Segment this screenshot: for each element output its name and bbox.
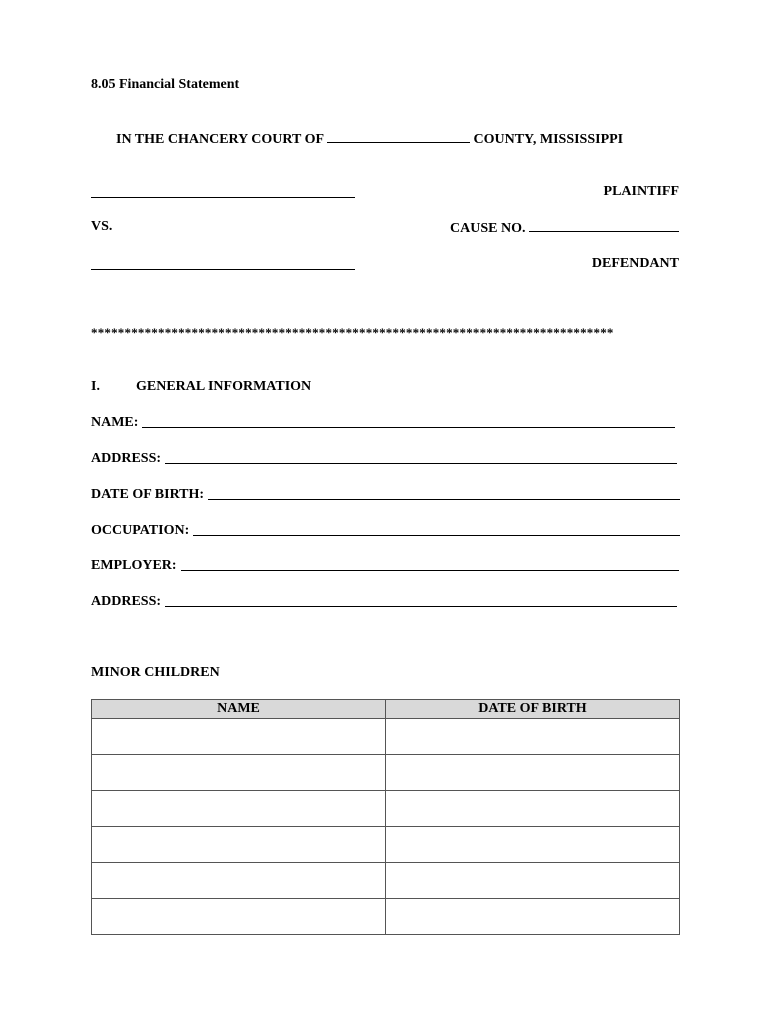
cause-number-blank[interactable] — [529, 220, 679, 232]
plaintiff-name-blank[interactable] — [91, 197, 355, 198]
minor-children-table — [91, 699, 680, 935]
field-row-occupation — [91, 524, 680, 538]
field-row-name — [91, 416, 675, 430]
child-name-cell[interactable] — [92, 899, 386, 935]
table-row — [92, 791, 680, 827]
date-of-birth-field[interactable] — [208, 488, 680, 500]
child-dob-cell[interactable] — [386, 755, 680, 791]
field-label: OCCUPATION: — [91, 523, 190, 538]
field-row-date-of-birth — [91, 488, 680, 502]
field-label: NAME: — [91, 415, 139, 430]
document-title: 8.05 Financial Statement — [91, 77, 240, 92]
table-row — [92, 863, 680, 899]
child-name-cell[interactable] — [92, 863, 386, 899]
cause-label: CAUSE NO. — [450, 221, 526, 236]
child-name-cell[interactable] — [92, 719, 386, 755]
occupation-field[interactable] — [193, 524, 680, 536]
address-field[interactable] — [165, 452, 677, 464]
table-row — [92, 719, 680, 755]
field-label: DATE OF BIRTH: — [91, 487, 205, 502]
table-row — [92, 899, 680, 935]
cause-number-line — [450, 220, 679, 236]
field-row-employer — [91, 559, 679, 573]
table-row — [92, 755, 680, 791]
section-number: I. — [91, 379, 100, 394]
plaintiff-label: PLAINTIFF — [603, 184, 679, 199]
employer-address-field[interactable] — [165, 595, 677, 607]
vs-label: VS. — [91, 219, 113, 234]
child-dob-cell[interactable] — [386, 827, 680, 863]
child-name-cell[interactable] — [92, 791, 386, 827]
field-row-address — [91, 452, 677, 466]
field-row-employer-address — [91, 595, 677, 609]
name-field[interactable] — [142, 416, 675, 428]
separator-stars: ****************************************************************************** — [91, 326, 614, 339]
employer-field[interactable] — [181, 559, 679, 571]
child-dob-cell[interactable] — [386, 863, 680, 899]
child-dob-cell[interactable] — [386, 899, 680, 935]
court-line — [116, 131, 623, 147]
child-name-cell[interactable] — [92, 827, 386, 863]
section-title: GENERAL INFORMATION — [136, 379, 312, 394]
defendant-name-blank[interactable] — [91, 269, 355, 270]
table-row — [92, 827, 680, 863]
field-label: EMPLOYER: — [91, 558, 177, 573]
defendant-label: DEFENDANT — [591, 256, 679, 271]
county-blank[interactable] — [327, 131, 470, 143]
court-prefix: IN THE CHANCERY COURT OF — [116, 132, 324, 147]
field-label: ADDRESS: — [91, 451, 162, 466]
minor-children-title: MINOR CHILDREN — [91, 665, 220, 680]
table-header-row — [92, 700, 680, 719]
column-header-name: NAME — [92, 700, 386, 719]
field-label: ADDRESS: — [91, 594, 162, 609]
column-header-date-of-birth: DATE OF BIRTH — [386, 700, 680, 719]
child-dob-cell[interactable] — [386, 719, 680, 755]
court-suffix: COUNTY, MISSISSIPPI — [473, 132, 624, 147]
child-dob-cell[interactable] — [386, 791, 680, 827]
child-name-cell[interactable] — [92, 755, 386, 791]
